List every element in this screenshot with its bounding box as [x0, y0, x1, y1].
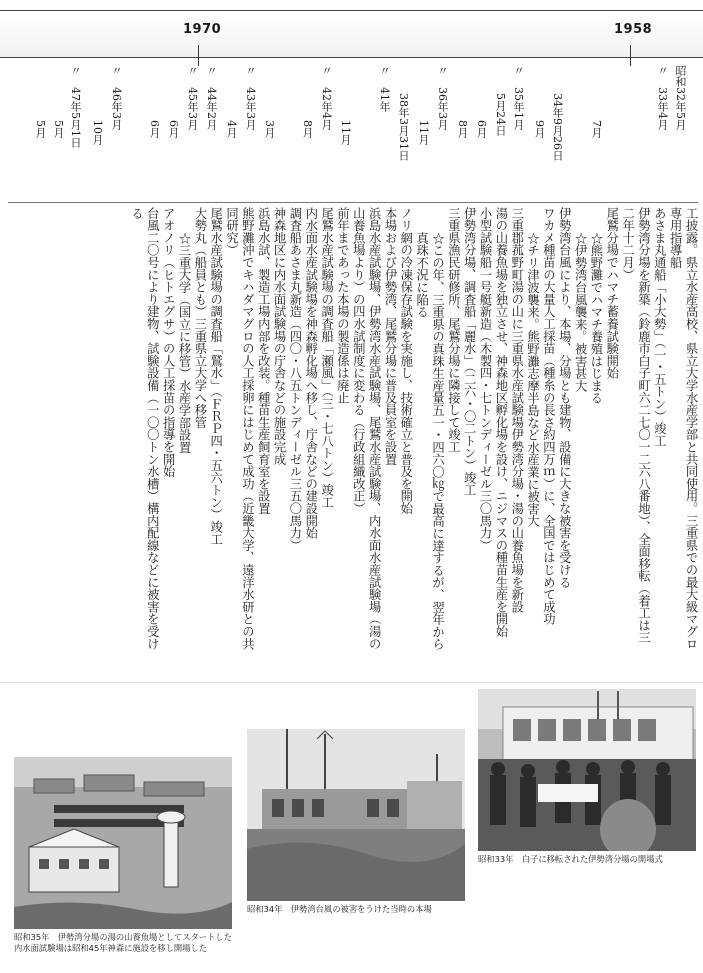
section-divider	[8, 202, 698, 203]
entry-text: 内水面水産試験場を神森孵化場へ移し、庁舎などの建設開始	[303, 207, 318, 540]
date-entry: 〃 42年4月	[320, 65, 333, 130]
entry-text: ☆三重大学（国立に移管）水産学部設置	[177, 232, 191, 454]
date-entry: 9月	[533, 120, 546, 138]
entry-text: 尾鷲分場でハマチ蓄養試験開始	[604, 207, 619, 380]
entry-text: 小型試験船一号艇新造（木製四・七トンディーゼル三〇馬力）	[478, 207, 493, 552]
photo-typhoon-damage	[247, 729, 465, 901]
photo-section-rule	[0, 682, 703, 683]
entry-text: ☆熊野灘でハマチ養殖はじまる	[588, 232, 603, 405]
entry-text: 浜島水試、製造工場内部を改装。種苗生産飼育室を設置	[256, 207, 271, 515]
entry-text: 湯の山養魚場を独立させ、神森地区孵化場を設け、ニジマスの種苗生産を開始	[493, 207, 508, 638]
date-entry: 〃 44年2月	[205, 65, 218, 130]
date-entry: 〃 46年3月	[110, 65, 123, 130]
date-entry: 〃 45年3月	[186, 65, 199, 130]
entry-text: 浜島水産試験場、伊勢湾水産試験場、尾鷲水産試験場、内水面水産試験場（湯の山養魚場より）の四水試制度に変わる（行政組織改正）	[351, 207, 382, 650]
timeline-tick	[630, 45, 631, 66]
date-entry: 5月	[34, 120, 47, 138]
photo-opening-ceremony	[478, 689, 696, 851]
date-entry: 3月	[263, 120, 276, 138]
entry-text: ☆伊勢湾台風襲来。被害甚大	[573, 232, 588, 392]
timeline-tick	[198, 45, 199, 66]
photo-caption: 昭和35年 伊勢湾分場の湯の山養魚場としてスタートした内水面試験場は昭和45年神森に施設を移し開場した	[14, 932, 232, 953]
date-entry: 5月24日	[494, 93, 507, 136]
entry-text: あさま丸通船「小大勢」（一・五トン）竣工	[652, 207, 667, 447]
entry-text: 調査船あさま丸新造（四〇・八五トンディーゼル三五〇馬力）	[287, 207, 302, 552]
entry-text: ワカメ種苗の大量人工採苗（種糸の長さ約四万ｍ）に、全国ではじめて成功	[541, 207, 556, 626]
photo-caption: 昭和33年 白子に移転された伊勢湾分場の開場式	[478, 854, 663, 864]
date-entry: 〃 41年	[378, 65, 391, 112]
entry-text: ノリ網の冷凍保存試験を実施し、技術確立と普及を開始	[398, 207, 413, 515]
year-marker-1970: 1970	[183, 22, 222, 37]
date-entry: 4月	[225, 120, 238, 138]
date-row	[0, 65, 703, 200]
entry-text: 大勢丸（船員とも）三重県立大学へ移管	[192, 207, 207, 429]
date-entry: 6月	[148, 120, 161, 138]
date-entry: 〃 33年4月	[656, 65, 669, 130]
date-entry: 〃 36年3月	[436, 65, 449, 130]
date-entry: 〃 47年5月1日	[69, 65, 82, 148]
entry-text: 神森地区に内水面試験場の庁舎などの施設完成	[272, 207, 287, 466]
entry-text: 工披露。県立水産高校、県立大学水産学部と共同使用。三重県での最大級マグロ専用指導船	[668, 207, 698, 650]
entry-text: ☆チリ津波襲来。熊野灘志摩半島など水産業に被害大	[525, 232, 540, 528]
entry-text: 伊勢湾分場、調査船「麗水」（二六・〇二トン）竣工	[462, 207, 477, 497]
date-entry: 11月	[417, 120, 430, 145]
entry-text: 伊勢湾台風により、本場、分場とも建物、設備に大きな被害を受ける	[557, 207, 572, 589]
date-entry: 5月	[52, 120, 65, 138]
photo-inland-facility	[14, 757, 232, 929]
entry-text: 本場および伊勢湾、尾鷲分場に普及員室を設置	[382, 207, 397, 466]
date-entry: 34年9月26日	[551, 93, 564, 161]
date-entry: 6月	[475, 120, 488, 138]
entry-text: ☆この年、三重県の真珠生産量五一・四六〇㎏で最高に達するが、翌年から真珠不況に陥る	[414, 232, 445, 651]
date-entry: 〃 43年3月	[244, 65, 257, 130]
entry-text: 前年まであった本場の製造係は廃止	[335, 207, 350, 404]
date-entry: 10月	[91, 120, 104, 145]
date-entry: 6月	[167, 120, 180, 138]
photo-caption: 昭和34年 伊勢湾台風の被害をうけた当時の本場	[247, 904, 432, 914]
entry-text: 熊野灘沖でキハダマグロの人工採卵にはじめて成功（近畿大学、遠洋水研との共同研究）	[224, 207, 255, 650]
entry-text: アオノリ（ヒトエグサ）の人工採苗の指導を開始	[161, 207, 176, 478]
date-entry: 11月	[339, 120, 352, 145]
entry-text: 台風二〇号により建物、試験設備（一〇〇トン水槽）構内配線などに被害を受ける	[129, 207, 160, 650]
year-marker-1958: 1958	[614, 22, 653, 37]
date-entry: 38年3月31日	[397, 93, 410, 161]
entry-text: 三重郡菰野町湯の山に三重県水産試験場伊勢湾分場・湯の山養魚場を新設	[509, 207, 524, 613]
entry-text: 三重県漁民研修所、尾鷲分場に隣接して竣工	[446, 207, 461, 453]
date-entry: 昭和32年5月	[674, 65, 687, 130]
date-entry: 7月	[590, 120, 603, 138]
chronology-text	[10, 207, 698, 652]
date-entry: 8月	[301, 120, 314, 138]
entry-text: 尾鷲水産試験場の調査船「鷲水」（ＦＲＰ四・五六トン）竣工	[208, 207, 223, 546]
timeline-bar	[0, 10, 703, 58]
entry-text: 尾鷲水産試験場の調査船「瀬風」（三・七八トン）竣工	[319, 207, 334, 509]
entry-text: 伊勢湾分場を新築（鈴鹿市白子町六二七〇一二六八番地）、全面移転（着工は三二年十二月）	[620, 207, 651, 644]
date-entry: 8月	[456, 120, 469, 138]
date-entry: 〃 35年1月	[512, 65, 525, 130]
